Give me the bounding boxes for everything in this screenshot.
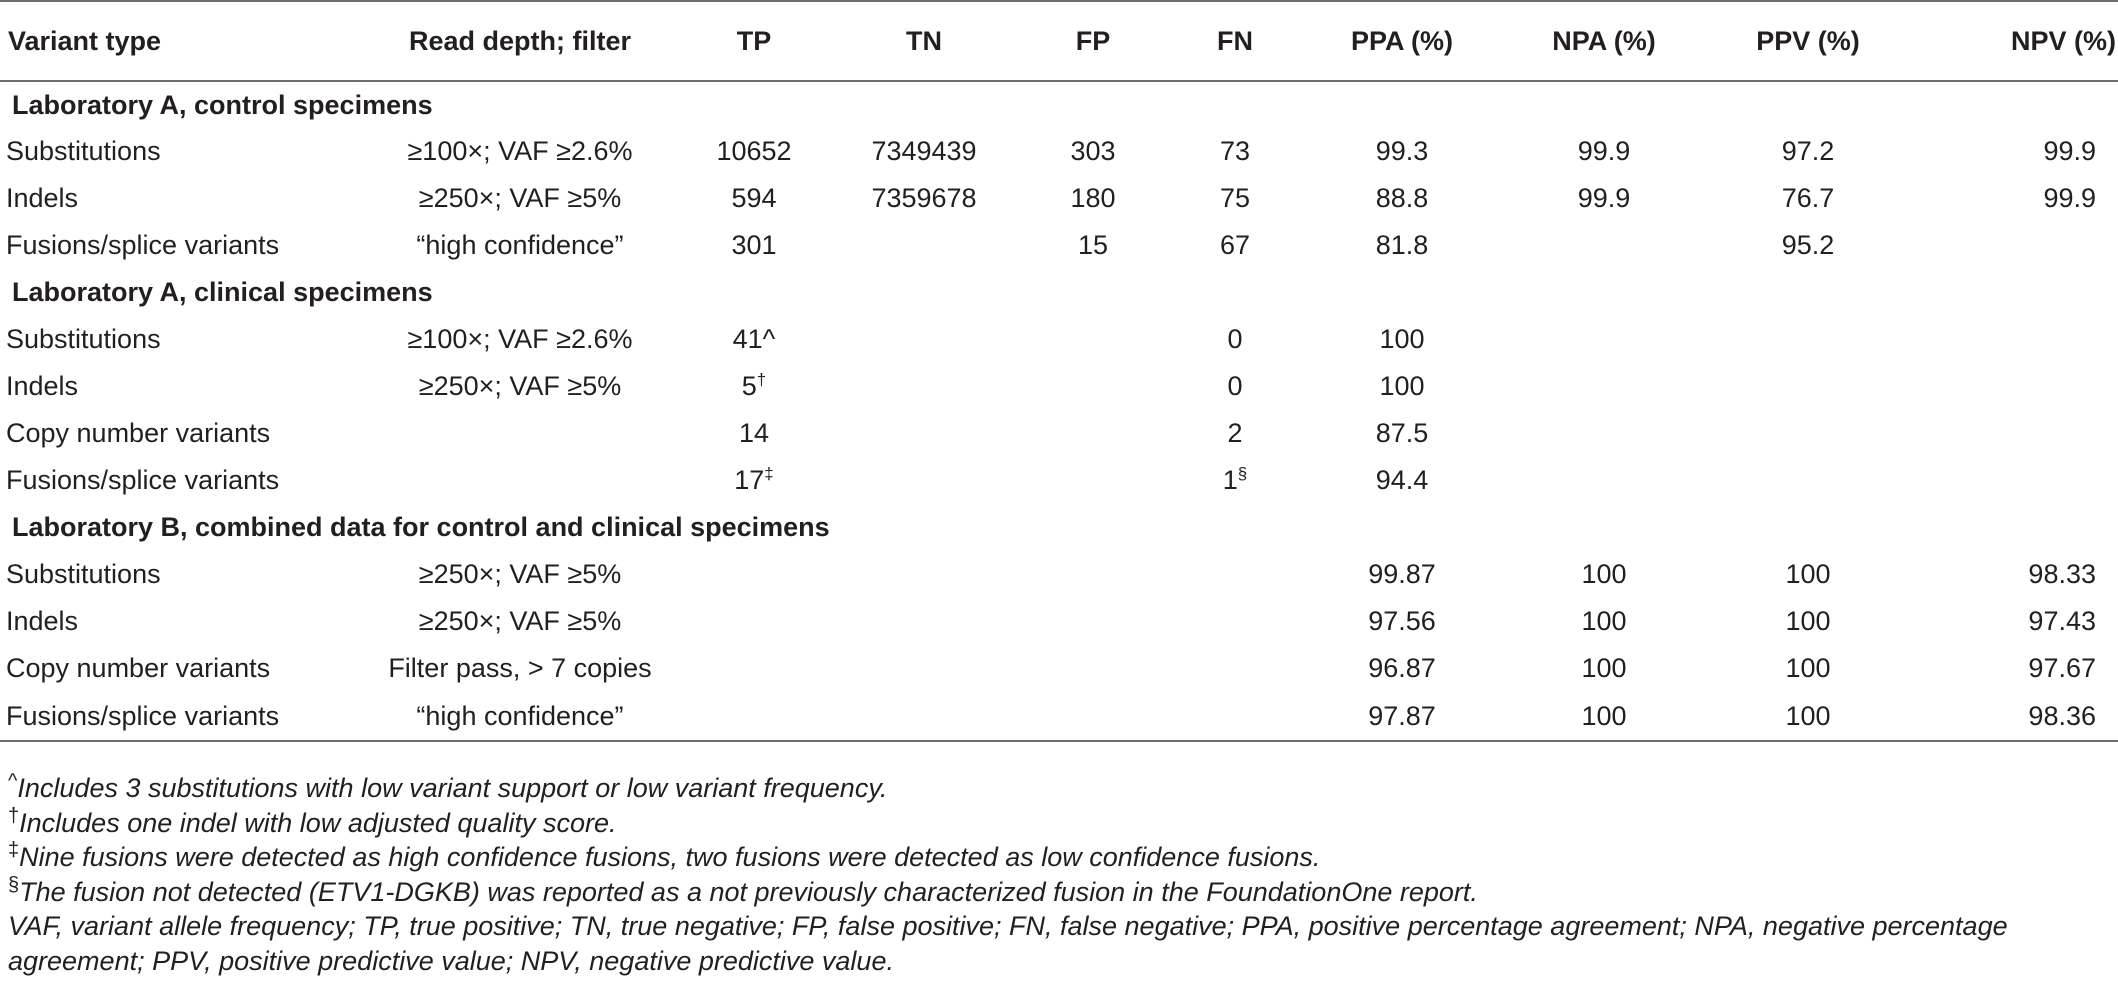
section-title: Laboratory A, clinical specimens — [12, 277, 433, 307]
npa-value: 100 — [1581, 700, 1627, 731]
tn-cell — [830, 175, 1018, 222]
filter-value: ≥100×; VAF ≥2.6% — [407, 136, 633, 166]
footnote-text: Includes one indel with low adjusted quality score. — [19, 807, 617, 838]
npa-cell — [1502, 598, 1706, 645]
ppa-cell — [1302, 175, 1502, 222]
ppv-cell — [1706, 128, 1910, 175]
npv-value: 99.9 — [2043, 183, 2096, 213]
tp-cell — [678, 363, 830, 410]
fn-cell — [1168, 222, 1302, 269]
tn-cell — [830, 551, 1018, 598]
footnote-text: The fusion not detected (ETV1-DGKB) was reported as a not previously characterized fusion in the FoundationOne report. — [19, 876, 1478, 907]
filter-cell — [362, 410, 678, 457]
ppa-cell — [1302, 551, 1502, 598]
fn-cell — [1168, 410, 1302, 457]
npa-cell — [1502, 175, 1706, 222]
npv-cell — [1910, 551, 2118, 598]
ppa-value: 96.87 — [1368, 653, 1436, 683]
abbreviations-note: VAF, variant allele frequency; TP, true positive; TN, true negative; FP, false positive; FN, false negative; PPA, positive percentage agreement; NPA, negative percentage agreement; PPV, positive predictive value; NPV, negative predictive value. — [8, 911, 2008, 976]
filter-cell — [362, 551, 678, 598]
ppa-value: 100 — [1379, 324, 1425, 354]
footnote-mark: ‡ — [8, 839, 20, 861]
ppa-cell — [1302, 363, 1502, 410]
npa-value: 99.9 — [1577, 136, 1631, 166]
filter-cell — [362, 645, 678, 692]
variant-type-value: Indels — [6, 183, 79, 213]
ppv-value: 100 — [1785, 653, 1831, 683]
tn-cell — [830, 128, 1018, 175]
variant-type-cell — [0, 598, 362, 645]
variant-type-cell — [0, 645, 362, 692]
fp-cell — [1018, 316, 1168, 363]
footnote-mark: ^ — [8, 770, 18, 792]
npa-cell — [1502, 457, 1706, 504]
fp-value: 303 — [1070, 136, 1116, 166]
filter-value: ≥100×; VAF ≥2.6% — [407, 324, 633, 354]
tn-value: 7359678 — [871, 183, 977, 213]
ppa-value: 99.87 — [1368, 559, 1436, 589]
filter-cell — [362, 175, 678, 222]
tp-value: 17 — [734, 465, 765, 495]
tp-cell — [678, 175, 830, 222]
section-title: Laboratory A, control specimens — [12, 89, 433, 120]
header-fn: FN — [1168, 1, 1302, 81]
variant-type-value: Copy number variants — [6, 418, 271, 448]
variant-type-value: Substitutions — [6, 136, 161, 166]
table-row — [0, 222, 2118, 269]
filter-cell — [362, 457, 678, 504]
filter-value: ≥250×; VAF ≥5% — [418, 606, 622, 636]
header-tp: TP — [678, 1, 830, 81]
filter-cell — [362, 128, 678, 175]
fn-value: 75 — [1219, 183, 1251, 213]
npv-cell — [1910, 692, 2118, 741]
fp-cell — [1018, 551, 1168, 598]
filter-cell — [362, 363, 678, 410]
table-row — [0, 551, 2118, 598]
footnote-marker: ‡ — [764, 464, 774, 483]
table-row — [0, 175, 2118, 222]
fp-cell — [1018, 222, 1168, 269]
tn-cell — [830, 645, 1018, 692]
filter-value: “high confidence” — [416, 230, 624, 260]
ppa-value: 87.5 — [1375, 418, 1429, 448]
variant-type-cell — [0, 316, 362, 363]
ppv-value: 97.2 — [1781, 136, 1835, 166]
fp-cell — [1018, 692, 1168, 741]
fn-cell — [1168, 551, 1302, 598]
fn-cell — [1168, 363, 1302, 410]
fn-value: 1 — [1222, 465, 1238, 495]
npa-cell — [1502, 410, 1706, 457]
table-row — [0, 128, 2118, 175]
ppv-cell — [1706, 316, 1910, 363]
npv-cell — [1910, 598, 2118, 645]
table-header — [0, 1, 2118, 81]
filter-cell — [362, 598, 678, 645]
variant-type-value: Substitutions — [6, 559, 161, 589]
tn-cell — [830, 410, 1018, 457]
footnote — [8, 806, 2108, 841]
tp-cell — [678, 551, 830, 598]
fn-value: 67 — [1219, 230, 1251, 260]
ppv-cell — [1706, 457, 1910, 504]
tp-value: 14 — [738, 418, 770, 448]
tp-cell — [678, 316, 830, 363]
filter-cell — [362, 222, 678, 269]
variant-type-cell — [0, 410, 362, 457]
npa-cell — [1502, 222, 1706, 269]
variant-type-cell — [0, 128, 362, 175]
ppv-cell — [1706, 410, 1910, 457]
fn-cell — [1168, 457, 1302, 504]
npv-cell — [1910, 222, 2118, 269]
filter-value: ≥250×; VAF ≥5% — [418, 371, 622, 401]
fp-value: 180 — [1070, 183, 1116, 213]
footnote-marker: † — [756, 370, 767, 389]
npa-cell — [1502, 645, 1706, 692]
fp-cell — [1018, 128, 1168, 175]
npa-cell — [1502, 316, 1706, 363]
tn-cell — [830, 598, 1018, 645]
npa-value: 100 — [1581, 606, 1627, 636]
variant-type-value: Substitutions — [6, 324, 161, 354]
filter-cell — [362, 316, 678, 363]
fn-cell — [1168, 175, 1302, 222]
fn-value: 0 — [1227, 324, 1243, 354]
fn-value: 2 — [1227, 418, 1243, 448]
ppv-value: 76.7 — [1781, 183, 1835, 213]
tp-cell — [678, 128, 830, 175]
npa-value: 100 — [1581, 653, 1627, 683]
npa-cell — [1502, 551, 1706, 598]
ppa-value: 97.87 — [1368, 700, 1436, 731]
tp-value: 5 — [741, 371, 757, 401]
header-npv: NPV (%) — [1910, 1, 2118, 81]
npv-cell — [1910, 175, 2118, 222]
fn-cell — [1168, 128, 1302, 175]
npv-value: 97.67 — [2028, 653, 2096, 683]
filter-value: ≥250×; VAF ≥5% — [418, 559, 622, 589]
variant-type-cell — [0, 363, 362, 410]
npv-value: 97.43 — [2028, 606, 2096, 636]
tn-cell — [830, 457, 1018, 504]
section-header-row — [0, 504, 2118, 551]
ppv-cell — [1706, 692, 1910, 741]
npv-value: 99.9 — [2043, 136, 2096, 166]
ppv-value: 95.2 — [1781, 230, 1835, 260]
variant-type-cell — [0, 457, 362, 504]
variant-type-cell — [0, 551, 362, 598]
npv-cell — [1910, 645, 2118, 692]
variant-type-cell — [0, 175, 362, 222]
ppv-cell — [1706, 551, 1910, 598]
npa-cell — [1502, 128, 1706, 175]
fn-cell — [1168, 692, 1302, 741]
header-fp: FP — [1018, 1, 1168, 81]
variant-type-value: Fusions/splice variants — [6, 700, 280, 731]
table-row — [0, 598, 2118, 645]
table-row — [0, 692, 2118, 741]
footnote-text: Nine fusions were detected as high confidence fusions, two fusions were detected as low confidence fusions. — [19, 842, 1321, 872]
tp-cell — [678, 692, 830, 741]
ppv-cell — [1706, 363, 1910, 410]
variant-type-value: Fusions/splice variants — [6, 230, 280, 260]
fp-cell — [1018, 363, 1168, 410]
tp-value: 594 — [731, 183, 777, 213]
npa-cell — [1502, 692, 1706, 741]
ppa-value: 81.8 — [1375, 230, 1429, 260]
footnote-mark: † — [8, 804, 20, 827]
ppv-value: 100 — [1785, 559, 1831, 589]
ppa-value: 99.3 — [1375, 136, 1429, 166]
filter-value: ≥250×; VAF ≥5% — [418, 183, 622, 213]
npa-cell — [1502, 363, 1706, 410]
ppa-value: 100 — [1379, 371, 1425, 401]
ppa-cell — [1302, 645, 1502, 692]
tp-value: 10652 — [716, 136, 792, 166]
npv-cell — [1910, 128, 2118, 175]
fp-cell — [1018, 598, 1168, 645]
header-npa: NPA (%) — [1502, 1, 1706, 81]
footnote — [8, 875, 2108, 910]
tp-cell — [678, 645, 830, 692]
ppv-cell — [1706, 222, 1910, 269]
tp-cell — [678, 598, 830, 645]
table-row — [0, 410, 2118, 457]
header-ppa: PPA (%) — [1302, 1, 1502, 81]
footnote-mark: § — [8, 873, 20, 896]
variant-type-value: Fusions/splice variants — [6, 465, 280, 495]
fp-cell — [1018, 457, 1168, 504]
ppa-cell — [1302, 316, 1502, 363]
fn-cell — [1168, 316, 1302, 363]
fp-value: 15 — [1077, 230, 1109, 260]
footnote — [8, 771, 2108, 806]
tn-cell — [830, 222, 1018, 269]
header-tn: TN — [830, 1, 1018, 81]
npa-value: 99.9 — [1577, 183, 1631, 213]
ppv-cell — [1706, 175, 1910, 222]
tp-value: 301 — [731, 230, 777, 260]
fn-cell — [1168, 645, 1302, 692]
table-row — [0, 645, 2118, 692]
variant-type-value: Indels — [6, 371, 79, 401]
ppa-value: 97.56 — [1368, 606, 1436, 636]
fn-value: 73 — [1219, 136, 1251, 166]
fp-cell — [1018, 175, 1168, 222]
section-header-row — [0, 269, 2118, 316]
filter-value: Filter pass, > 7 copies — [388, 653, 652, 683]
ppv-cell — [1706, 598, 1910, 645]
fn-cell — [1168, 598, 1302, 645]
ppa-cell — [1302, 128, 1502, 175]
ppa-cell — [1302, 598, 1502, 645]
fp-cell — [1018, 645, 1168, 692]
header-ppv: PPV (%) — [1706, 1, 1910, 81]
header-variant-type: Variant type — [0, 1, 362, 81]
fp-cell — [1018, 410, 1168, 457]
table-row — [0, 457, 2118, 504]
ppv-value: 100 — [1785, 700, 1831, 731]
tn-cell — [830, 316, 1018, 363]
variant-type-cell — [0, 692, 362, 741]
variant-type-value: Indels — [6, 606, 79, 636]
ppv-cell — [1706, 645, 1910, 692]
tp-cell — [678, 410, 830, 457]
tn-cell — [830, 363, 1018, 410]
tn-value: 7349439 — [871, 136, 977, 166]
tp-value: 41^ — [732, 324, 776, 354]
header-read-depth-filter: Read depth; filter — [362, 1, 678, 81]
npv-cell — [1910, 363, 2118, 410]
table-row — [0, 316, 2118, 363]
footnote-marker: § — [1237, 464, 1248, 483]
footnote — [8, 840, 2108, 875]
npv-cell — [1910, 316, 2118, 363]
npv-cell — [1910, 457, 2118, 504]
tp-cell — [678, 457, 830, 504]
table-row — [0, 363, 2118, 410]
variant-type-value: Copy number variants — [6, 653, 271, 683]
filter-cell — [362, 692, 678, 741]
ppa-value: 88.8 — [1375, 183, 1429, 213]
fn-value: 0 — [1227, 371, 1243, 401]
section-header-row — [0, 81, 2118, 128]
filter-value: “high confidence” — [416, 700, 624, 731]
ppa-cell — [1302, 692, 1502, 741]
tn-cell — [830, 692, 1018, 741]
npv-cell — [1910, 410, 2118, 457]
section-title: Laboratory B, combined data for control and clinical specimens — [12, 512, 830, 542]
header-row — [0, 1, 2118, 81]
table-footnotes — [8, 771, 2108, 978]
npa-value: 100 — [1581, 559, 1627, 589]
ppa-value: 94.4 — [1375, 465, 1429, 495]
ppv-value: 100 — [1785, 606, 1831, 636]
npv-value: 98.36 — [2028, 700, 2096, 731]
variant-type-cell — [0, 222, 362, 269]
ppa-cell — [1302, 222, 1502, 269]
ppa-cell — [1302, 410, 1502, 457]
table-body — [0, 81, 2118, 741]
footnote-text: Includes 3 substitutions with low variant support or low variant frequency. — [17, 773, 888, 803]
npv-value: 98.33 — [2028, 559, 2096, 589]
tp-cell — [678, 222, 830, 269]
ppa-cell — [1302, 457, 1502, 504]
